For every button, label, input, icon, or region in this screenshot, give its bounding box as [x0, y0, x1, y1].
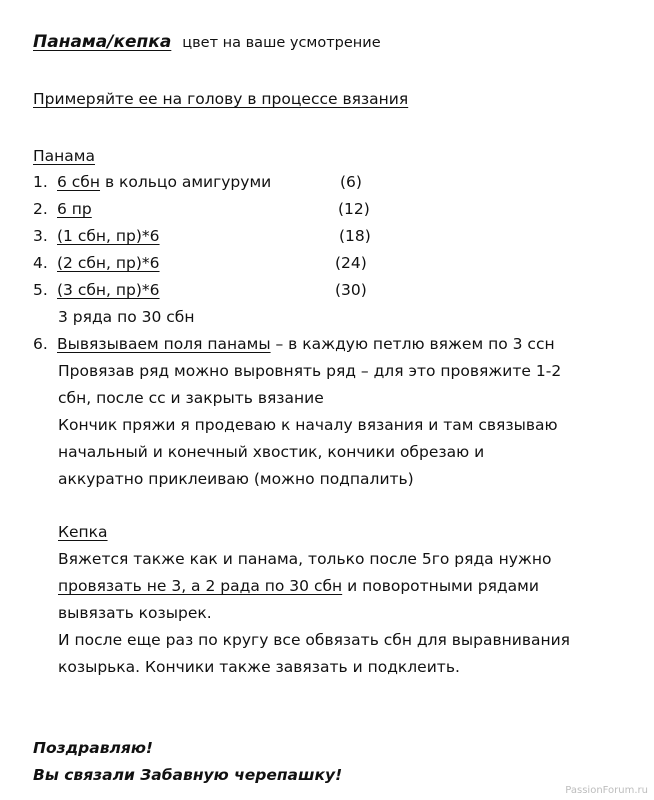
step-6-text-line: Провязав ряд можно выровнять ряд – для это провяжите 1-2: [58, 362, 562, 380]
title-line: [33, 32, 381, 53]
row-number: 4.: [33, 254, 48, 272]
cap-text-line: козырька. Кончики также завязать и подклеить.: [58, 658, 460, 676]
row-number: 2.: [33, 200, 48, 218]
step-6-text-line: Кончик пряжи я продеваю к началу вязания и там связываю: [58, 416, 558, 434]
panama-row-4: [33, 253, 160, 273]
panama-row-3-count: (18): [339, 227, 371, 245]
panama-row-2-count: (12): [338, 200, 370, 218]
panama-row-1: [33, 172, 271, 192]
row-number: 6.: [33, 335, 48, 353]
panama-row-5: [33, 280, 160, 300]
panama-row-4-count: (24): [335, 254, 367, 272]
panama-heading: Панама: [33, 147, 95, 165]
watermark: PassionForum.ru: [565, 785, 648, 796]
row-stitches: 6 пр: [57, 200, 92, 218]
step-6-text-line: начальный и конечный хвостик, кончики обрезаю и: [58, 443, 485, 461]
panama-row-3: [33, 226, 160, 246]
step-6-text-line: аккуратно приклеиваю (можно подпалить): [58, 470, 414, 488]
cap-text-line: Вяжется также как и панама, только после 5го ряда нужно: [58, 550, 552, 568]
row-stitches: (1 сбн, пр)*6: [57, 227, 160, 245]
final-text: Вы связали Забавную черепашку!: [33, 766, 343, 784]
congrats-text: Поздравляю!: [33, 739, 153, 757]
cap-text-line: И после еще раз по кругу все обвязать сбн для выравнивания: [58, 631, 570, 649]
step-6-text-line: сбн, после сс и закрыть вязание: [58, 389, 324, 407]
row-description: в кольцо амигуруми: [100, 173, 272, 191]
row-number: 3.: [33, 227, 48, 245]
document-subtitle: цвет на ваше усмотрение: [182, 35, 381, 51]
step-6-description: – в каждую петлю вяжем по 3 ссн: [270, 335, 555, 353]
step-6-title: Вывязываем поля панамы: [57, 335, 271, 353]
panama-step-6: [33, 334, 555, 354]
panama-row-1-count: (6): [340, 173, 362, 191]
document-title: Панама/кепка: [33, 32, 172, 52]
cap-heading: Кепка: [58, 523, 108, 541]
panama-row-2: [33, 199, 92, 219]
row-number: 1.: [33, 173, 48, 191]
cap-text-line: [58, 576, 539, 596]
cap-underlined-instruction: провязать не 3, а 2 рада по 30 сбн: [58, 577, 343, 595]
row-stitches: 6 сбн: [57, 173, 101, 191]
panama-extra-rows: 3 ряда по 30 сбн: [58, 308, 195, 326]
cap-text-line: вывязать козырек.: [58, 604, 212, 622]
row-stitches: (3 сбн, пр)*6: [57, 281, 160, 299]
cap-instruction-rest: и поворотными рядами: [342, 577, 539, 595]
fitting-note: Примеряйте ее на голову в процессе вязания: [33, 90, 409, 108]
row-number: 5.: [33, 281, 48, 299]
row-stitches: (2 сбн, пр)*6: [57, 254, 160, 272]
panama-row-5-count: (30): [335, 281, 367, 299]
